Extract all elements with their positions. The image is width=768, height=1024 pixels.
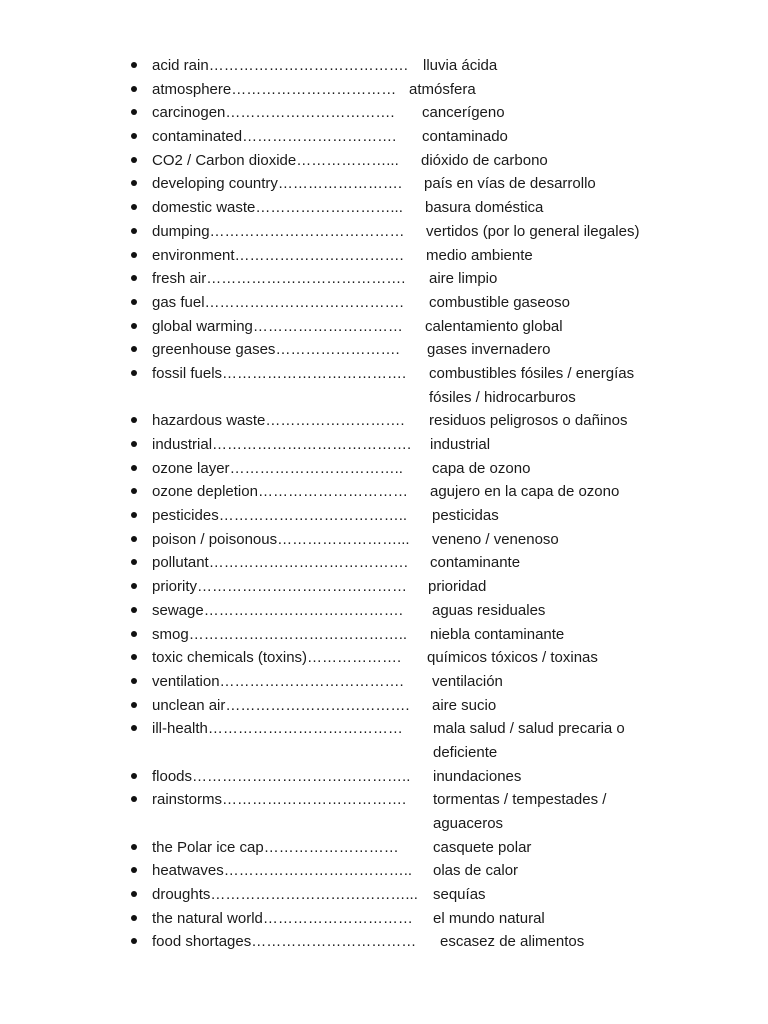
dot-leader: ……………………….	[265, 412, 405, 430]
spanish-translation: químicos tóxicos / toxinas	[427, 649, 598, 667]
english-term	[152, 196, 403, 220]
english-term	[152, 362, 406, 386]
dot-leader: …………………………	[252, 317, 403, 335]
english-term	[152, 338, 400, 362]
bullet-icon	[131, 891, 137, 897]
english-term	[152, 244, 404, 268]
list-item	[0, 125, 768, 149]
term-text: poison / poisonous	[152, 530, 278, 548]
list-item	[0, 646, 768, 670]
term-text: global warming	[152, 317, 253, 335]
list-item	[0, 480, 768, 504]
list-item	[0, 836, 768, 860]
term-text: greenhouse gases	[152, 341, 276, 359]
list-item	[0, 338, 768, 362]
bullet-icon	[131, 654, 137, 660]
spanish-translation: veneno / venenoso	[432, 530, 559, 548]
bullet-icon	[131, 228, 137, 234]
term-text: gas fuel	[152, 293, 205, 311]
dot-leader: ………………………………..	[223, 862, 413, 880]
dot-leader: ……………………………………..	[192, 767, 411, 785]
list-item	[0, 694, 768, 718]
english-term	[152, 575, 407, 599]
english-term	[152, 623, 407, 647]
spanish-translation: ventilación	[432, 672, 503, 690]
spanish-translation: dióxido de carbono	[421, 151, 548, 169]
dot-leader: ………………………………….	[212, 436, 412, 454]
spanish-translation: olas de calor	[433, 862, 519, 880]
term-text: carcinogen	[152, 104, 226, 122]
english-term	[152, 220, 405, 244]
spanish-translation: el mundo natural	[433, 909, 545, 927]
english-term	[152, 54, 408, 78]
dot-leader: …………………….	[275, 341, 400, 359]
dot-leader: ……………………...	[277, 530, 410, 548]
english-term	[152, 409, 405, 433]
bullet-icon	[131, 512, 137, 518]
dot-leader: ………………...	[296, 151, 399, 169]
list-item	[0, 788, 768, 835]
bullet-icon	[131, 299, 137, 305]
dot-leader: ……………………………..	[229, 459, 403, 477]
spanish-translation: sequías	[433, 886, 486, 904]
list-item	[0, 362, 768, 409]
english-term	[152, 551, 408, 575]
term-text: heatwaves	[152, 862, 224, 880]
spanish-translation: inundaciones	[433, 767, 522, 785]
dot-leader: ………………………………….	[208, 554, 408, 572]
list-item	[0, 930, 768, 954]
bullet-icon	[131, 346, 137, 352]
english-term	[152, 694, 410, 718]
term-text: floods	[152, 767, 193, 785]
dot-leader: …………………………………...	[210, 886, 418, 904]
term-text: priority	[152, 578, 198, 596]
spanish-translation: casquete polar	[433, 838, 532, 856]
bullet-icon	[131, 62, 137, 68]
list-item	[0, 504, 768, 528]
spanish-translation: basura doméstica	[425, 199, 544, 217]
spanish-translation: niebla contaminante	[430, 625, 565, 643]
english-term	[152, 883, 418, 907]
bullet-icon	[131, 323, 137, 329]
bullet-icon	[131, 370, 137, 376]
term-text: industrial	[152, 436, 213, 454]
bullet-icon	[131, 109, 137, 115]
dot-leader: ……………………………….	[225, 696, 410, 714]
dot-leader: ………………………………….	[203, 601, 403, 619]
bullet-icon	[131, 204, 137, 210]
term-text: atmosphere	[152, 80, 232, 98]
list-item	[0, 220, 768, 244]
list-item	[0, 196, 768, 220]
bullet-icon	[131, 157, 137, 163]
dot-leader: ………………………………..	[218, 507, 408, 525]
dot-leader: …………………………………	[207, 720, 403, 738]
list-item	[0, 409, 768, 433]
list-item	[0, 623, 768, 647]
dot-leader: ……………………………….	[219, 672, 404, 690]
dot-leader: ……………………………….	[222, 364, 407, 382]
bullet-icon	[131, 465, 137, 471]
term-text: fresh air	[152, 270, 207, 288]
list-item	[0, 575, 768, 599]
dot-leader: ……………………………	[231, 80, 397, 98]
term-text: fossil fuels	[152, 364, 223, 382]
spanish-translation: país en vías de desarrollo	[424, 175, 596, 193]
dot-leader: ……………….	[307, 649, 402, 667]
dot-leader: …………………………	[262, 909, 413, 927]
english-term	[152, 291, 404, 315]
spanish-translation: combustibles fósiles / energías fósiles / hidrocarburos	[429, 364, 635, 406]
dot-leader: …………………………	[257, 483, 408, 501]
term-text: hazardous waste	[152, 412, 266, 430]
spanish-translation: prioridad	[428, 578, 487, 596]
list-item	[0, 528, 768, 552]
spanish-translation: contaminado	[422, 128, 508, 146]
bullet-icon	[131, 583, 137, 589]
bullet-icon	[131, 488, 137, 494]
list-item	[0, 551, 768, 575]
list-item	[0, 78, 768, 102]
spanish-translation: aire sucio	[432, 696, 497, 714]
spanish-translation: aire limpio	[429, 270, 498, 288]
term-text: environment	[152, 246, 235, 264]
english-term	[152, 717, 403, 741]
bullet-icon	[131, 844, 137, 850]
list-item	[0, 859, 768, 883]
spanish-translation: medio ambiente	[426, 246, 533, 264]
term-text: CO2 / Carbon dioxide	[152, 151, 297, 169]
spanish-translation: vertidos (por lo general ilegales)	[426, 222, 640, 240]
term-text: dumping	[152, 222, 210, 240]
bullet-icon	[131, 441, 137, 447]
list-item	[0, 267, 768, 291]
term-text: toxic chemicals (toxins)	[152, 649, 308, 667]
bullet-icon	[131, 133, 137, 139]
term-text: ventilation	[152, 672, 220, 690]
spanish-translation: industrial	[430, 436, 491, 454]
list-item	[0, 670, 768, 694]
list-item	[0, 717, 768, 764]
term-text: food shortages	[152, 933, 252, 951]
dot-leader: ……………………………………..	[188, 625, 408, 643]
term-text: the Polar ice cap	[152, 838, 264, 856]
dot-leader: ………………………………….	[208, 57, 408, 74]
spanish-translation: gases invernadero	[427, 341, 551, 359]
term-text: ozone layer	[152, 459, 230, 477]
bullet-icon	[131, 725, 137, 731]
term-text: developing country	[152, 175, 278, 193]
dot-leader: ………………………	[263, 838, 399, 856]
term-text: rainstorms	[152, 791, 223, 809]
list-item	[0, 433, 768, 457]
english-term	[152, 504, 407, 528]
term-text: domestic waste	[152, 199, 256, 217]
spanish-translation: residuos peligrosos o dañinos	[429, 412, 628, 430]
english-term	[152, 765, 410, 789]
bullet-icon	[131, 678, 137, 684]
dot-leader: ……………………………	[251, 933, 417, 951]
bullet-icon	[131, 796, 137, 802]
dot-leader: ………………………...	[255, 199, 403, 217]
english-term	[152, 172, 402, 196]
term-text: unclean air	[152, 696, 226, 714]
bullet-icon	[131, 275, 137, 281]
term-text: ill-health	[152, 720, 208, 738]
english-term	[152, 78, 396, 102]
list-item	[0, 315, 768, 339]
spanish-translation: contaminante	[430, 554, 521, 572]
english-term	[152, 480, 408, 504]
dot-leader: ………………………………….	[204, 293, 404, 311]
english-term	[152, 267, 405, 291]
english-term	[152, 930, 416, 954]
english-term	[152, 859, 412, 883]
list-item	[0, 54, 768, 78]
term-text: ozone depletion	[152, 483, 258, 501]
bullet-icon	[131, 180, 137, 186]
term-text: smog	[152, 625, 189, 643]
list-item	[0, 149, 768, 173]
bullet-icon	[131, 86, 137, 92]
english-term	[152, 315, 403, 339]
bullet-icon	[131, 417, 137, 423]
bullet-icon	[131, 252, 137, 258]
bullet-icon	[131, 915, 137, 921]
english-term	[152, 149, 399, 173]
english-term	[152, 836, 399, 860]
bullet-icon	[131, 607, 137, 613]
bullet-icon	[131, 631, 137, 637]
term-text: acid rain	[152, 57, 209, 74]
english-term	[152, 907, 413, 931]
list-item	[0, 172, 768, 196]
english-term	[152, 788, 406, 812]
bullet-icon	[131, 773, 137, 779]
dot-leader: ………………………….	[242, 128, 397, 146]
spanish-translation: agujero en la capa de ozono	[430, 483, 620, 501]
spanish-translation: pesticidas	[432, 507, 499, 525]
spanish-translation: calentamiento global	[425, 317, 563, 335]
list-item	[0, 101, 768, 125]
english-term	[152, 433, 411, 457]
spanish-translation: combustible gaseoso	[429, 293, 570, 311]
term-text: pesticides	[152, 507, 219, 525]
spanish-translation: lluvia ácida	[423, 57, 498, 74]
dot-leader: ………………………………….	[206, 270, 406, 288]
spanish-translation: capa de ozono	[432, 459, 531, 477]
spanish-translation: atmósfera	[409, 80, 476, 98]
term-text: pollutant	[152, 554, 209, 572]
english-term	[152, 101, 395, 125]
term-text: contaminated	[152, 128, 243, 146]
english-term	[152, 646, 401, 670]
english-term	[152, 457, 403, 481]
term-text: the natural world	[152, 909, 263, 927]
term-text: droughts	[152, 886, 211, 904]
english-term	[152, 670, 404, 694]
list-item	[0, 244, 768, 268]
vocabulary-list	[0, 54, 768, 954]
spanish-translation: escasez de alimentos	[440, 933, 585, 951]
dot-leader: …………………………………	[209, 222, 405, 240]
bullet-icon	[131, 867, 137, 873]
dot-leader: …………………………….	[234, 246, 404, 264]
list-item	[0, 291, 768, 315]
spanish-translation: mala salud / salud precaria o deficiente	[433, 720, 625, 761]
dot-leader: …………………….	[277, 175, 403, 193]
term-text: sewage	[152, 601, 204, 619]
dot-leader: …………………………….	[225, 104, 395, 122]
bullet-icon	[131, 702, 137, 708]
bullet-icon	[131, 938, 137, 944]
list-item	[0, 765, 768, 789]
spanish-translation: cancerígeno	[422, 104, 505, 122]
english-term	[152, 528, 410, 552]
spanish-translation: tormentas / tempestades / aguaceros	[433, 791, 607, 833]
list-item	[0, 599, 768, 623]
list-item	[0, 457, 768, 481]
dot-leader: ……………………………………	[197, 578, 408, 596]
bullet-icon	[131, 559, 137, 565]
english-term	[152, 125, 396, 149]
english-term	[152, 599, 403, 623]
list-item	[0, 907, 768, 931]
bullet-icon	[131, 536, 137, 542]
list-item	[0, 883, 768, 907]
spanish-translation: aguas residuales	[432, 601, 546, 619]
dot-leader: ……………………………….	[222, 791, 407, 809]
